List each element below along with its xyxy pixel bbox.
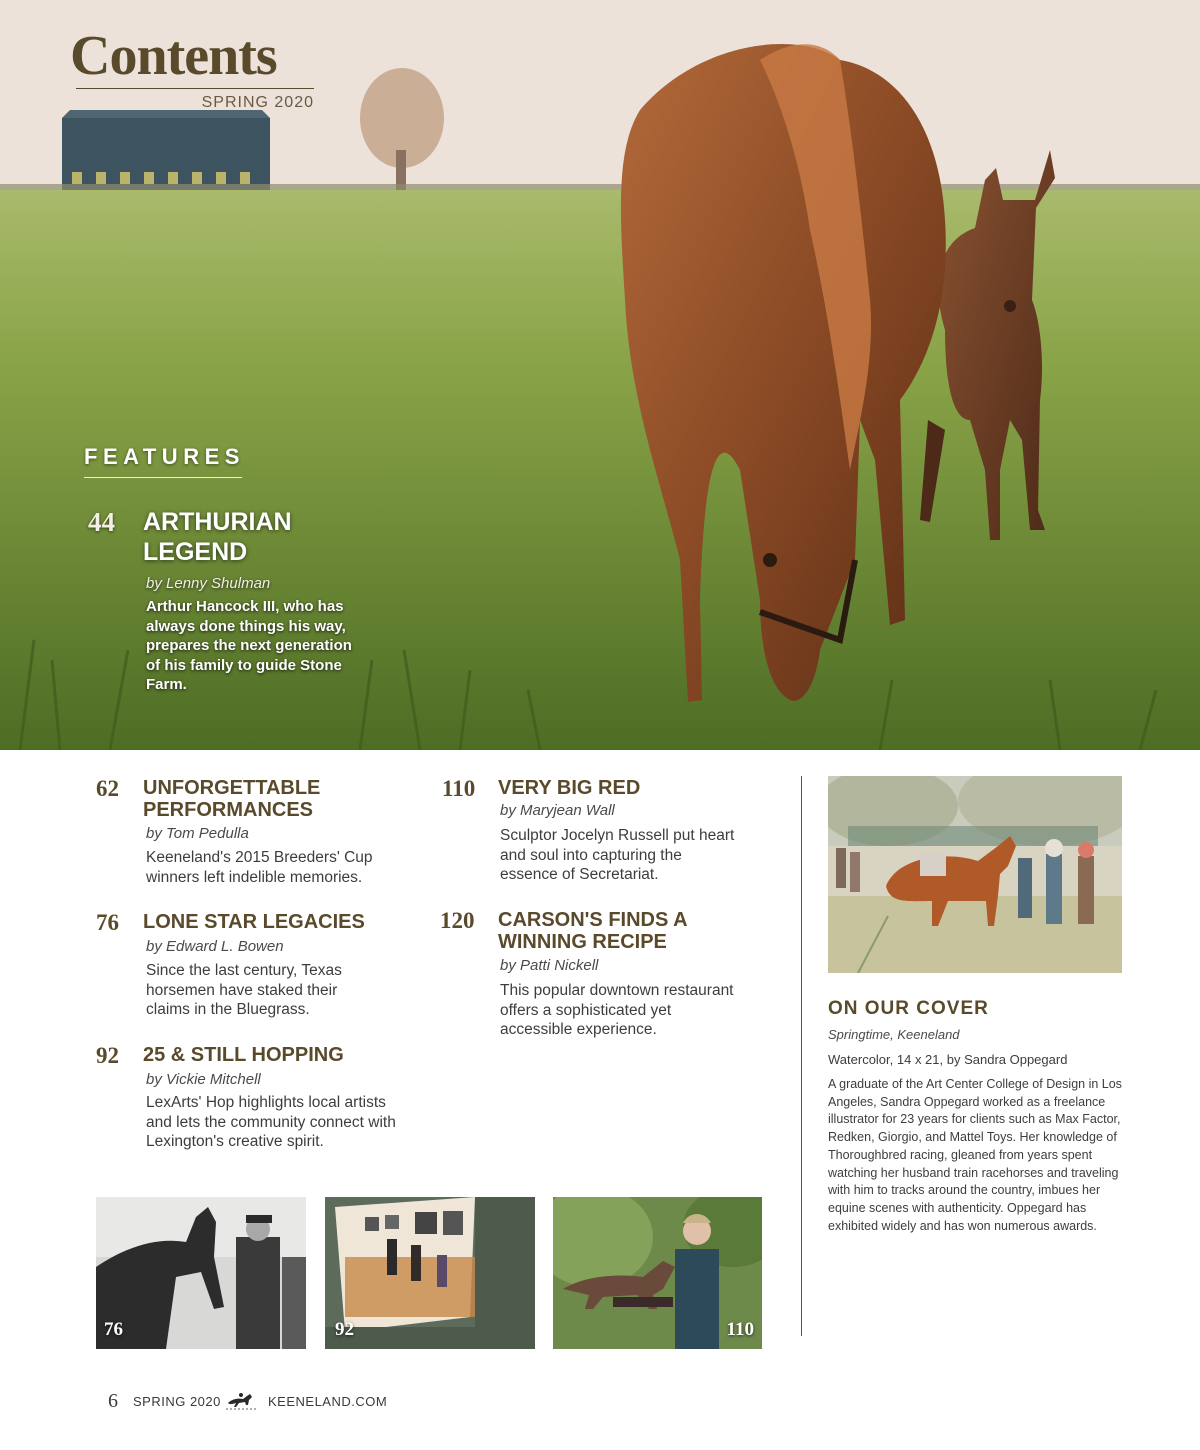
article-page-number: 92 — [96, 1043, 119, 1068]
footer-issue: SPRING 2020 — [133, 1394, 221, 1409]
thumbnail-page-number: 76 — [104, 1319, 123, 1340]
title-divider — [76, 88, 314, 89]
cover-caption: Springtime, Keeneland — [828, 1027, 960, 1042]
thumbnail-page-number: 92 — [335, 1319, 354, 1340]
article-byline: by Tom Pedulla — [146, 825, 249, 842]
horse-and-jockey-icon — [226, 1391, 258, 1411]
thumbnail-76[interactable] — [96, 1197, 306, 1349]
article-title[interactable]: CARSON'S FINDS A WINNING RECIPE — [498, 909, 687, 953]
article-title[interactable]: LONE STAR LEGACIES — [143, 911, 365, 933]
vintage-horse-photo — [96, 1197, 306, 1349]
feature-title[interactable]: ARTHURIAN LEGEND — [143, 508, 292, 566]
thumbnail-92[interactable] — [325, 1197, 535, 1349]
feature-page-number: 44 — [88, 507, 115, 537]
cover-heading: ON OUR COVER — [828, 998, 989, 1019]
page-number: 6 — [108, 1390, 118, 1412]
features-divider — [84, 477, 242, 478]
article-page-number: 76 — [96, 910, 119, 935]
watercolor-paddock-image — [828, 776, 1122, 973]
article-description: Since the last century, Texas horsemen have staked their claims in the Bluegrass. — [146, 962, 342, 1018]
article-page-number: 120 — [440, 908, 475, 933]
thumbnail-110[interactable] — [553, 1197, 762, 1349]
article-title[interactable]: 25 & STILL HOPPING — [143, 1044, 344, 1066]
gallery-photo — [325, 1197, 535, 1349]
article-byline: by Vickie Mitchell — [146, 1071, 261, 1088]
column-divider — [801, 776, 802, 1336]
article-title[interactable]: UNFORGETTABLE PERFORMANCES — [143, 777, 321, 821]
article-page-number: 62 — [96, 776, 119, 801]
article-description: Keeneland's 2015 Breeders' Cup winners left indelible memories. — [146, 849, 373, 886]
thumbnail-page-number: 110 — [726, 1319, 754, 1340]
article-byline: by Edward L. Bowen — [146, 938, 284, 955]
article-page-number: 110 — [442, 776, 476, 801]
article-description: LexArts' Hop highlights local artists and lets the community connect with Lexington's creative spirit. — [146, 1094, 396, 1150]
article-title[interactable]: VERY BIG RED — [498, 777, 641, 799]
features-heading: FEATURES — [84, 444, 245, 469]
article-byline: by Patti Nickell — [500, 957, 599, 974]
article-description: Sculptor Jocelyn Russell put heart and soul into capturing the essence of Secretariat. — [500, 827, 735, 883]
article-description: This popular downtown restaurant offers a sophisticated yet accessible experience. — [500, 982, 734, 1038]
feature-byline: by Lenny Shulman — [146, 575, 271, 592]
feature-description: Arthur Hancock III, who has always done things his way, prepares the next generation of his family to guide Stone Farm. — [146, 598, 352, 693]
issue-label: SPRING 2020 — [201, 94, 314, 111]
cover-artist-bio: A graduate of the Art Center College of Design in Los Angeles, Sandra Oppegard worked as a freelance illustrator for 23 years for clients such as Max Factor, Redken, Giorgio, and Mattel Toys. Her knowledge of Thoroughbred racing, gleaned from years spent watching her husband train racehorses and traveling with him to tracks around the country, imbues her equine scenes with authenticity. Oppegard has exhibited widely and has won numerous awards. — [828, 1077, 1122, 1233]
footer-website[interactable]: KEENELAND.COM — [268, 1394, 388, 1409]
article-byline: by Maryjean Wall — [500, 802, 615, 819]
contents-title: Contents — [70, 25, 277, 87]
cover-painting[interactable] — [828, 776, 1122, 973]
cover-medium: Watercolor, 14 x 21, by Sandra Oppegard — [828, 1052, 1068, 1067]
